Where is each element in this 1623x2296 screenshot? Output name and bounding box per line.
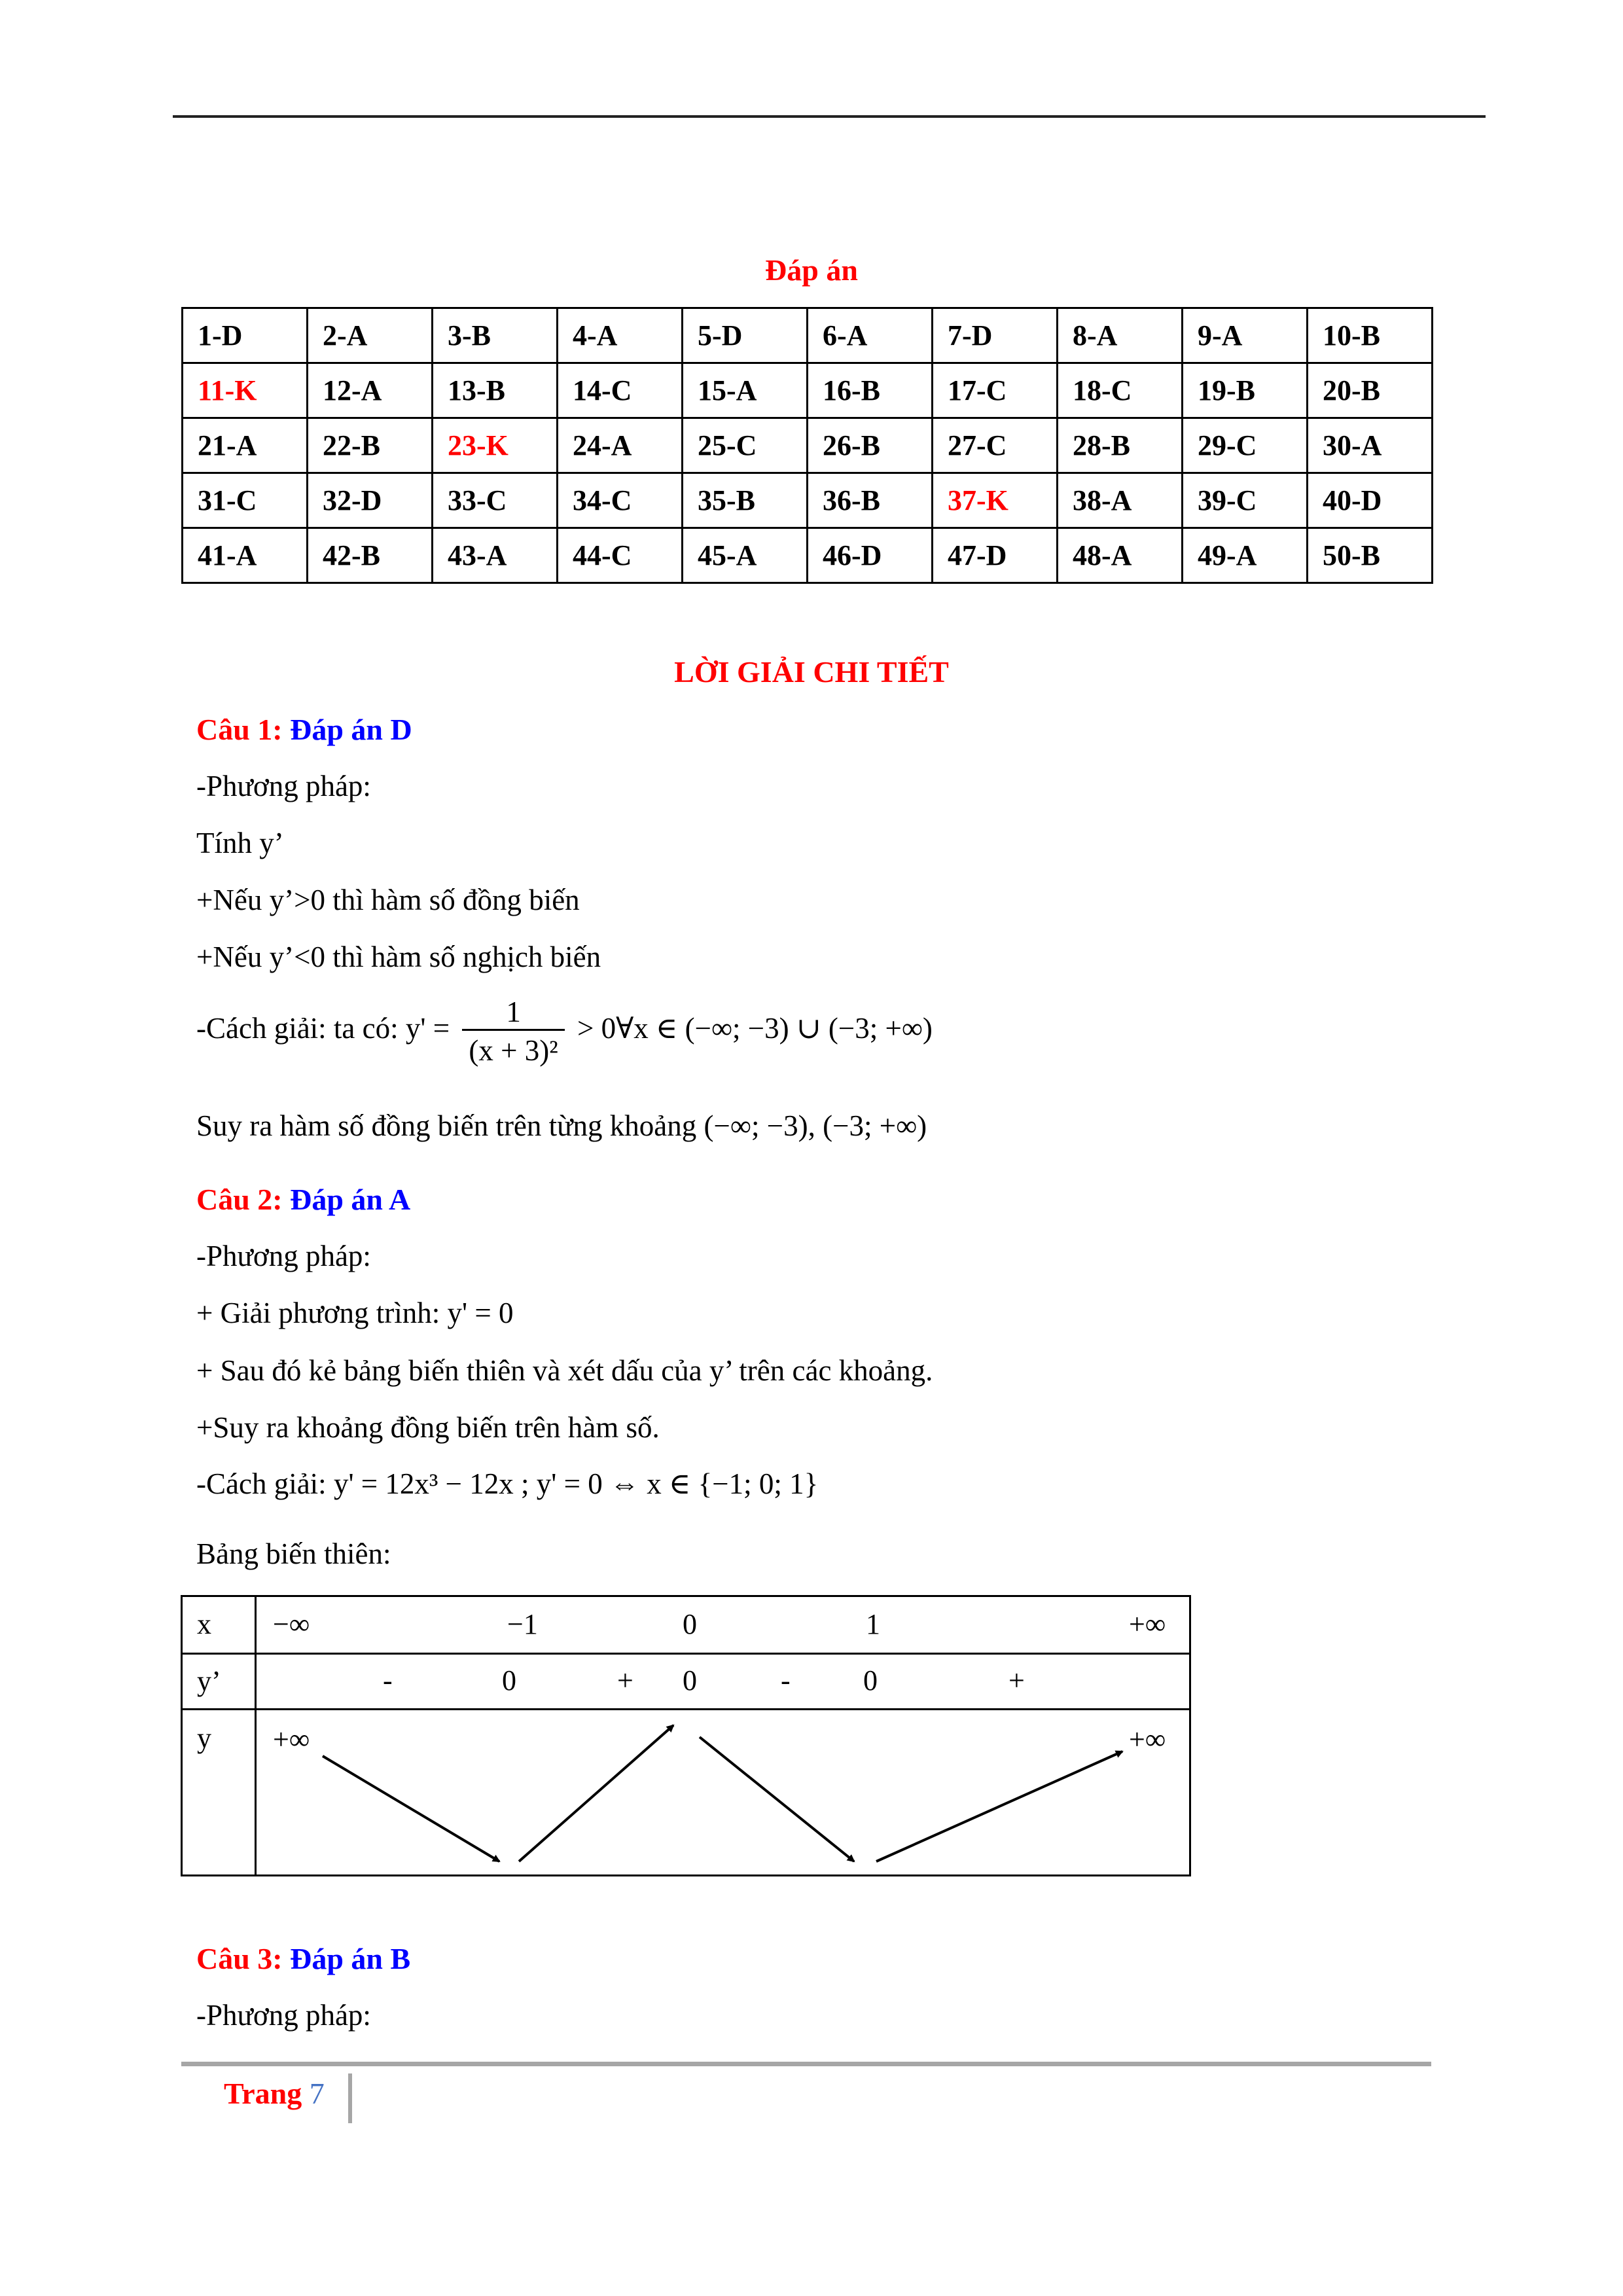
vt-row-label-yprime: y’ (197, 1665, 221, 1697)
q1-conclusion (196, 1109, 927, 1143)
answer-cell: 41-A (183, 528, 308, 583)
vt-sign: + (1008, 1664, 1025, 1696)
answer-cell: 28-B (1058, 418, 1183, 473)
q2-step-1-math: y' = 0 (447, 1297, 514, 1329)
answer-cell: 27-C (933, 418, 1058, 473)
q2-table-label: Bảng biến thiên: (196, 1537, 391, 1570)
q2-solution-set: {−1; 0; 1} (698, 1467, 819, 1500)
q3-heading (196, 1941, 410, 1976)
answer-cell: 3-B (433, 308, 558, 363)
answer-cell: 8-A (1058, 308, 1183, 363)
answer-cell: 26-B (808, 418, 933, 473)
q1-heading (196, 712, 412, 747)
answer-cell: 35-B (683, 473, 808, 528)
vt-y-value-left: +∞ (273, 1723, 310, 1755)
vt-x-value: 1 (866, 1608, 880, 1640)
answer-cell: 44-C (558, 528, 683, 583)
vt-x-value: +∞ (1129, 1608, 1166, 1640)
q1-eq-lhs: y' = (405, 1011, 450, 1045)
answer-cell: 19-B (1183, 363, 1308, 418)
answer-cell: 50-B (1308, 528, 1433, 583)
q1-conclusion-text: Suy ra hàm số đồng biến trên từng khoảng (196, 1109, 697, 1142)
answer-cell: 22-B (308, 418, 433, 473)
answer-cell: 2-A (308, 308, 433, 363)
q2-label: Câu 2: (196, 1183, 283, 1216)
q1-line-3: +Nếu y’<0 thì hàm số nghịch biến (196, 941, 601, 973)
answer-cell: 24-A (558, 418, 683, 473)
vt-sign: 0 (683, 1664, 697, 1696)
q2-step-2: + Sau đó kẻ bảng biến thiên và xét dấu của y’ trên các khoảng. (196, 1354, 933, 1387)
answer-cell: 4-A (558, 308, 683, 363)
q3-answer: Đáp án B (290, 1942, 411, 1975)
vt-y-value-right: +∞ (1129, 1723, 1166, 1755)
answer-cell: 30-A (1308, 418, 1433, 473)
q2-step-1 (196, 1296, 514, 1330)
q1-fraction (462, 995, 564, 1067)
vt-x-value: −∞ (273, 1608, 310, 1640)
q1-eq-rhs: > 0∀x ∈ (−∞; −3) ∪ (−3; +∞) (577, 1011, 933, 1045)
q2-solution (196, 1466, 818, 1501)
answer-cell: 48-A (1058, 528, 1183, 583)
vt-row-label-y: y (197, 1722, 211, 1754)
answer-cell: 11-K (183, 363, 308, 418)
answer-cell: 45-A (683, 528, 808, 583)
vt-sign: 0 (863, 1664, 878, 1696)
answer-key-table (181, 307, 1433, 584)
answer-cell: 17-C (933, 363, 1058, 418)
q1-eq-denominator: (x + 3)² (462, 1029, 564, 1067)
arrow-increase-2 (876, 1751, 1122, 1861)
answer-row (183, 418, 1433, 473)
footer-divider (348, 2073, 352, 2123)
q1-conclusion-math: (−∞; −3), (−3; +∞) (704, 1109, 927, 1142)
page-footer (224, 2076, 325, 2111)
answer-cell: 5-D (683, 308, 808, 363)
q1-line-2: +Nếu y’>0 thì hàm số đồng biến (196, 884, 580, 916)
answer-row (183, 363, 1433, 418)
answer-cell: 25-C (683, 418, 808, 473)
answer-cell: 32-D (308, 473, 433, 528)
answer-cell: 47-D (933, 528, 1058, 583)
answer-cell: 39-C (1183, 473, 1308, 528)
answer-key-title: Đáp án (765, 253, 858, 287)
arrow-increase-1 (519, 1725, 673, 1861)
q2-solution-math-2: y' = 0 ⇔ x ∈ (536, 1467, 691, 1500)
answer-cell: 10-B (1308, 308, 1433, 363)
q1-solution (196, 995, 933, 1067)
vt-row-label-x: x (197, 1608, 211, 1640)
q2-solution-math-1: y' = 12x³ − 12x ; (333, 1467, 529, 1500)
answer-cell: 15-A (683, 363, 808, 418)
answer-cell: 18-C (1058, 363, 1183, 418)
answer-cell: 29-C (1183, 418, 1308, 473)
q1-label: Câu 1: (196, 713, 283, 746)
q2-heading (196, 1182, 410, 1217)
answer-cell: 7-D (933, 308, 1058, 363)
vt-sign: 0 (502, 1664, 516, 1696)
answer-cell: 33-C (433, 473, 558, 528)
q1-line-1: Tính y’ (196, 827, 284, 859)
answer-cell: 49-A (1183, 528, 1308, 583)
q2-solution-prefix: -Cách giải: (196, 1467, 327, 1500)
answer-cell: 16-B (808, 363, 933, 418)
answer-cell: 20-B (1308, 363, 1433, 418)
answer-row (183, 473, 1433, 528)
q2-answer: Đáp án A (290, 1183, 411, 1216)
answer-cell: 12-A (308, 363, 433, 418)
q2-step-3: +Suy ra khoảng đồng biến trên hàm số. (196, 1411, 660, 1444)
q1-solution-prefix: -Cách giải: ta có: (196, 1011, 399, 1045)
vt-x-value: 0 (683, 1608, 697, 1640)
answer-cell: 23-K (433, 418, 558, 473)
answer-cell: 1-D (183, 308, 308, 363)
answer-cell: 42-B (308, 528, 433, 583)
q2-step-1-text: + Giải phương trình: (196, 1297, 440, 1329)
q3-method-label: -Phương pháp: (196, 1999, 371, 2032)
answer-cell: 40-D (1308, 473, 1433, 528)
q1-eq-numerator: 1 (506, 996, 521, 1028)
variation-table (181, 1595, 1191, 1876)
q3-label: Câu 3: (196, 1942, 283, 1975)
arrow-decrease-2 (700, 1737, 854, 1861)
answer-cell: 6-A (808, 308, 933, 363)
arrow-decrease-1 (323, 1756, 499, 1861)
answer-cell: 34-C (558, 473, 683, 528)
answer-cell: 31-C (183, 473, 308, 528)
vt-sign: + (617, 1664, 633, 1696)
q2-method-label: -Phương pháp: (196, 1240, 371, 1272)
answer-cell: 21-A (183, 418, 308, 473)
answer-row (183, 308, 1433, 363)
answer-cell: 38-A (1058, 473, 1183, 528)
vt-arrows (183, 1597, 1189, 1874)
header-rule (173, 115, 1486, 118)
vt-sign: - (383, 1664, 393, 1696)
footer-rule (181, 2062, 1431, 2066)
answer-cell: 37-K (933, 473, 1058, 528)
q1-method-label: -Phương pháp: (196, 770, 371, 802)
answer-cell: 43-A (433, 528, 558, 583)
answer-cell: 14-C (558, 363, 683, 418)
vt-sign: - (781, 1664, 791, 1696)
solutions-title: LỜI GIẢI CHI TIẾT (674, 655, 949, 689)
q1-answer: Đáp án D (290, 713, 412, 746)
answer-cell: 36-B (808, 473, 933, 528)
answer-cell: 13-B (433, 363, 558, 418)
footer-label: Trang (224, 2077, 302, 2110)
answer-cell: 46-D (808, 528, 933, 583)
page-number: 7 (309, 2077, 325, 2110)
answer-cell: 9-A (1183, 308, 1308, 363)
vt-x-value: −1 (507, 1608, 538, 1640)
answer-row (183, 528, 1433, 583)
